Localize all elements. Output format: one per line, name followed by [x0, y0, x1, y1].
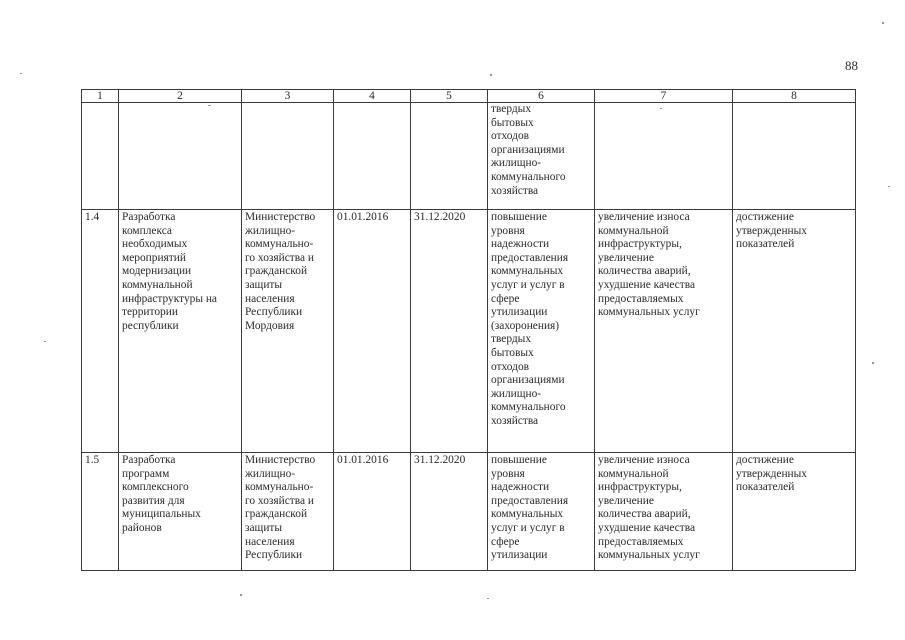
row-number: 1.5	[82, 453, 119, 571]
measure-name: Разработка программ комплексного развития для муниципальных районов	[119, 453, 242, 571]
table-cell	[242, 103, 334, 210]
header-col-4: 4	[334, 90, 411, 103]
scan-speck	[888, 186, 890, 187]
table-cell	[595, 103, 733, 210]
start-date: 01.01.2016	[334, 210, 411, 453]
header-col-7: 7	[595, 90, 733, 103]
continuation-result-cell: твердых бытовых отходов организациями жилищно- коммунального хозяйства	[488, 103, 595, 210]
end-date: 31.12.2020	[411, 453, 488, 571]
executor: Министерство жилищно- коммунально- го хозяйства и гражданской защиты населения Республики Мордовия	[242, 210, 334, 453]
executor: Министерство жилищно- коммунально- го хозяйства и гражданской защиты населения Республики	[242, 453, 334, 571]
expected-result: повышение уровня надежности предоставления коммунальных услуг и услуг в сфере утилизации	[488, 453, 595, 571]
indicator-link: достижение утвержденных показателей	[733, 210, 856, 453]
scan-speck	[490, 74, 492, 76]
continuation-row	[82, 103, 856, 210]
expected-result: повышение уровня надежности предоставления коммунальных услуг и услуг в сфере утилизации (захоронения) твердых бытовых отходов организациями жилищно- коммунального хозяйства	[488, 210, 595, 453]
table-cell	[733, 103, 856, 210]
end-date: 31.12.2020	[411, 210, 488, 453]
scan-speck	[660, 108, 662, 109]
table-cell	[82, 103, 119, 210]
table-row	[82, 453, 856, 571]
table-row	[82, 210, 856, 453]
header-row	[82, 90, 856, 103]
scan-speck	[882, 22, 884, 24]
non-implementation-consequences: увеличение износа коммунальной инфраструктуры, увеличение количества аварий, ухудшение качества предоставляемых коммунальных услуг	[595, 453, 733, 571]
header-col-8: 8	[733, 90, 856, 103]
table-cell	[411, 103, 488, 210]
header-col-2: 2	[119, 90, 242, 103]
header-col-1: 1	[82, 90, 119, 103]
indicator-link: достижение утвержденных показателей	[733, 453, 856, 571]
scan-speck	[872, 362, 874, 364]
table-cell	[119, 103, 242, 210]
scan-speck	[208, 105, 211, 106]
row-number: 1.4	[82, 210, 119, 453]
measures-table	[81, 89, 856, 571]
non-implementation-consequences: увеличение износа коммунальной инфраструктуры, увеличение количества аварий, ухудшение качества предоставляемых коммунальных услуг	[595, 210, 733, 453]
table-cell	[334, 103, 411, 210]
scan-speck	[44, 341, 46, 342]
scan-speck	[240, 594, 242, 596]
page-number: 88	[845, 58, 858, 73]
scan-speck	[487, 598, 489, 599]
start-date: 01.01.2016	[334, 453, 411, 571]
measure-name: Разработка комплекса необходимых мероприятий модернизации коммунальной инфраструктуры на территории республики	[119, 210, 242, 453]
header-col-3: 3	[242, 90, 334, 103]
scan-speck	[20, 73, 22, 74]
header-col-5: 5	[411, 90, 488, 103]
header-col-6: 6	[488, 90, 595, 103]
